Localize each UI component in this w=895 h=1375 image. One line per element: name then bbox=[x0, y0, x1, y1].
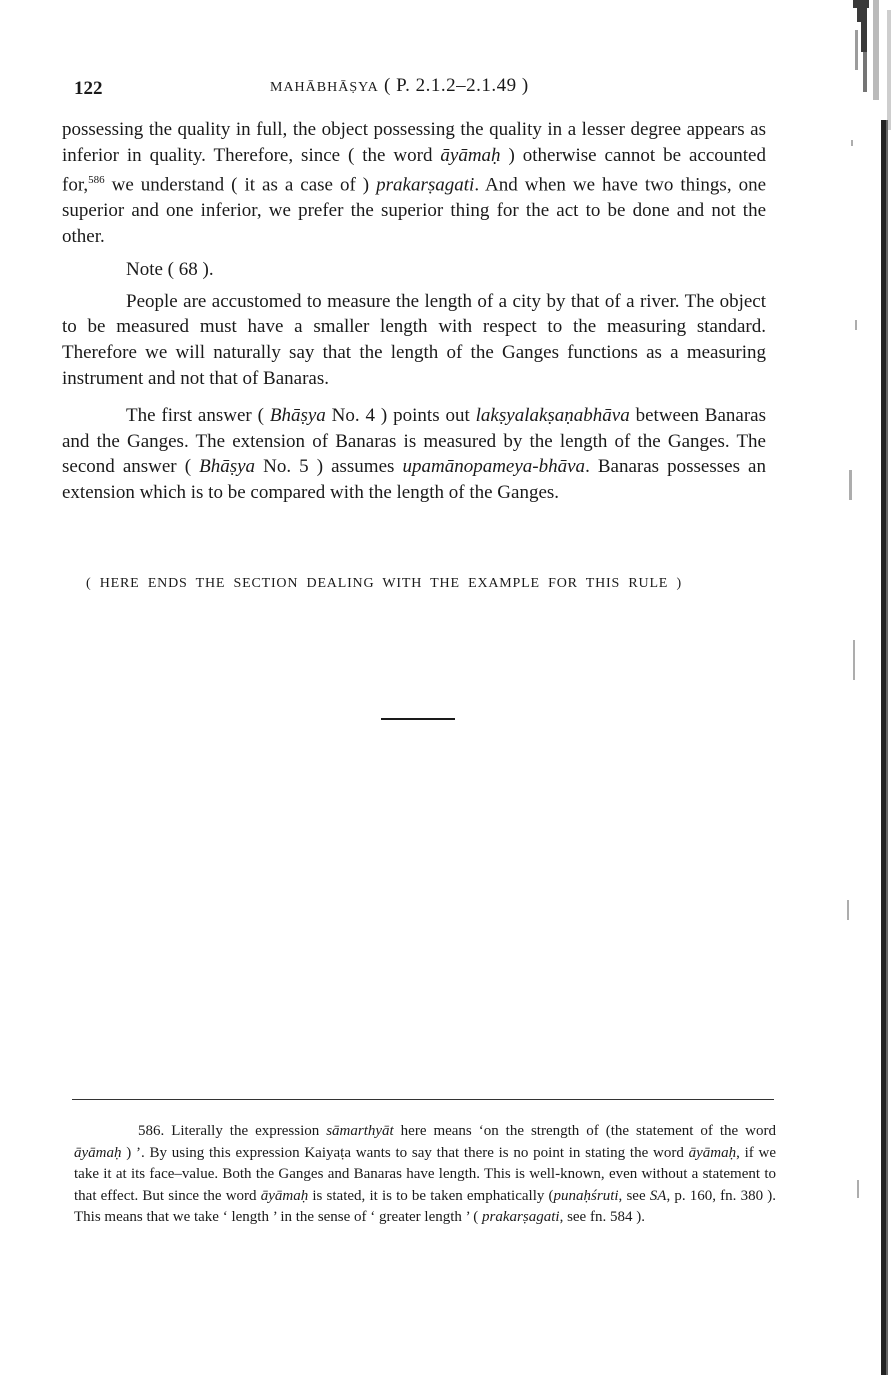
italic-term: āyāmaḥ bbox=[688, 1144, 737, 1161]
text-span: ) ’. By using this expression Kaiyaṭa wants to say that there is no point in stating the word bbox=[121, 1144, 689, 1161]
italic-term: Bhāṣya bbox=[199, 456, 256, 478]
italic-term: upamānopameya-bhāva bbox=[402, 456, 586, 478]
paragraph-3 bbox=[62, 403, 766, 505]
paragraph-2: People are accustomed to measure the length of a city by that of a river. The object to be measured must have a smaller length with respect to the measuring standard. Therefore we will naturally say that the length of the Ganges functions as a measuring instrument and not that of Banaras. bbox=[62, 290, 766, 389]
text-span: here means ‘on the strength of (the statement of the word bbox=[393, 1123, 776, 1139]
italic-term: prakarṣagati bbox=[376, 174, 475, 196]
italic-term: Bhāṣya bbox=[269, 405, 326, 427]
footnote bbox=[74, 1121, 776, 1229]
body-text bbox=[62, 117, 766, 506]
text-span: we understand ( it as a case of ) bbox=[104, 174, 377, 196]
text-span: 586. Literally the expression bbox=[138, 1123, 327, 1139]
scan-binding-edge bbox=[843, 0, 895, 1375]
text-span: , p. 160, fn. 380 ). This means that we take ‘ length ’ in the sense of ‘ greater length ’ ( bbox=[74, 1187, 776, 1225]
footnote-divider bbox=[72, 1099, 774, 1100]
italic-term: sāmarthyāt bbox=[326, 1123, 394, 1139]
text-span: possessing the quality in full, the object possessing the quality in a lesser degree appears as inferior in quality. Therefore, since ( the word bbox=[62, 119, 766, 166]
italic-term: prakarṣagati bbox=[482, 1209, 560, 1225]
text-span: is stated, it is to be taken emphatically ( bbox=[308, 1187, 554, 1204]
italic-term: SA bbox=[649, 1187, 667, 1204]
italic-term: punaḥśruti bbox=[553, 1187, 619, 1204]
running-title: MAHĀBHĀṢYA bbox=[270, 80, 379, 95]
running-head bbox=[270, 75, 529, 97]
section-divider bbox=[381, 718, 455, 720]
text-span: The first answer ( bbox=[126, 405, 270, 427]
italic-term: āyāmaḥ bbox=[260, 1187, 309, 1204]
text-span: , see bbox=[618, 1187, 650, 1204]
italic-term: lakṣyalakṣaṇabhāva bbox=[475, 405, 630, 427]
footnote-marker: 586 bbox=[88, 174, 105, 187]
text-span: , if we take it at its face–value. Both the Ganges and Banaras have length. This is well-known, even without a statement to that effect. But since the word bbox=[74, 1144, 776, 1204]
text-span: No. 4 ) points out bbox=[325, 405, 476, 427]
footnote-586 bbox=[74, 1121, 776, 1229]
text-span: . Banaras possesses an extension which is to be compared with the length of the Ganges. bbox=[62, 456, 766, 504]
italic-term: āyāmaḥ bbox=[74, 1144, 122, 1161]
page-number: 122 bbox=[74, 78, 103, 99]
text-span: between Banaras and the Ganges. The extension of Banaras is measured by the length of the Ganges. The second answer ( bbox=[62, 405, 767, 478]
running-title-reference: ( P. 2.1.2–2.1.49 ) bbox=[384, 75, 529, 96]
note-heading: Note ( 68 ). bbox=[126, 259, 214, 281]
paragraph-1 bbox=[62, 117, 766, 249]
text-span: , see fn. 584 ). bbox=[559, 1209, 645, 1225]
italic-term: āyāmaḥ bbox=[440, 144, 501, 166]
section-end-note: ( HERE ENDS THE SECTION DEALING WITH THE EXAMPLE FOR THIS RULE ) bbox=[86, 576, 682, 591]
text-span: ) otherwise cannot be accounted for, bbox=[62, 144, 766, 196]
text-span: No. 5 ) assumes bbox=[255, 456, 403, 478]
text-span: . And when we have two things, one superior and one inferior, we prefer the superior thing for the act to be done and not the other. bbox=[62, 174, 767, 247]
